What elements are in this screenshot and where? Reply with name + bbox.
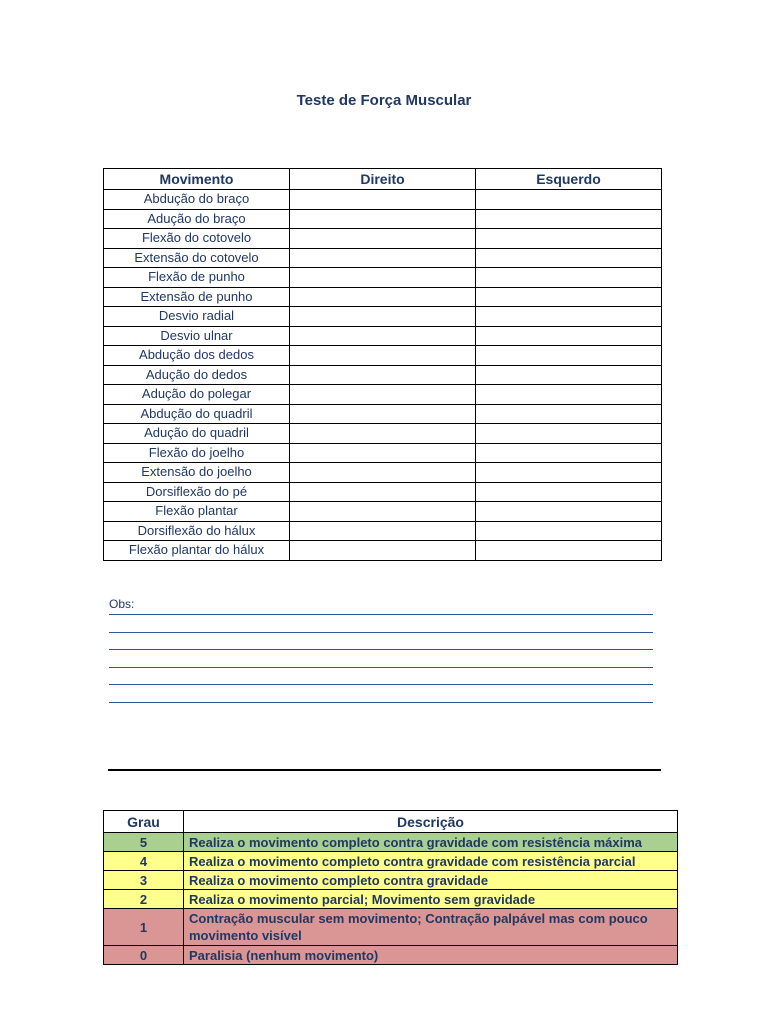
obs-line[interactable] bbox=[109, 684, 653, 685]
movement-name: Abdução do braço bbox=[104, 190, 290, 210]
left-value-cell[interactable] bbox=[476, 482, 662, 502]
section-divider bbox=[108, 769, 661, 771]
movement-name: Adução do quadril bbox=[104, 424, 290, 444]
movement-name: Flexão de punho bbox=[104, 268, 290, 288]
obs-line[interactable] bbox=[109, 614, 653, 615]
right-value-cell[interactable] bbox=[290, 463, 476, 483]
table-row bbox=[104, 541, 662, 561]
table-row bbox=[104, 502, 662, 522]
movement-name: Desvio radial bbox=[104, 307, 290, 327]
right-value-cell[interactable] bbox=[290, 209, 476, 229]
grade-row bbox=[104, 909, 678, 946]
right-value-cell[interactable] bbox=[290, 541, 476, 561]
movement-name: Extensão do cotovelo bbox=[104, 248, 290, 268]
right-value-cell[interactable] bbox=[290, 229, 476, 249]
left-value-cell[interactable] bbox=[476, 365, 662, 385]
movement-name: Dorsiflexão do pé bbox=[104, 482, 290, 502]
grade-row bbox=[104, 946, 678, 965]
obs-label: Obs: bbox=[109, 597, 135, 611]
left-value-cell[interactable] bbox=[476, 521, 662, 541]
right-value-cell[interactable] bbox=[290, 190, 476, 210]
left-value-cell[interactable] bbox=[476, 404, 662, 424]
grade-description: Realiza o movimento completo contra gravidade bbox=[184, 871, 678, 890]
header-direito: Direito bbox=[290, 169, 476, 190]
left-value-cell[interactable] bbox=[476, 443, 662, 463]
grade-row bbox=[104, 852, 678, 871]
left-value-cell[interactable] bbox=[476, 190, 662, 210]
grade-value: 2 bbox=[104, 890, 184, 909]
obs-line[interactable] bbox=[109, 702, 653, 703]
left-value-cell[interactable] bbox=[476, 541, 662, 561]
grade-value: 5 bbox=[104, 833, 184, 852]
right-value-cell[interactable] bbox=[290, 268, 476, 288]
right-value-cell[interactable] bbox=[290, 346, 476, 366]
table-row bbox=[104, 482, 662, 502]
movement-name: Abdução dos dedos bbox=[104, 346, 290, 366]
table-row bbox=[104, 326, 662, 346]
header-grau: Grau bbox=[104, 811, 184, 833]
left-value-cell[interactable] bbox=[476, 502, 662, 522]
left-value-cell[interactable] bbox=[476, 346, 662, 366]
left-value-cell[interactable] bbox=[476, 248, 662, 268]
table-row bbox=[104, 287, 662, 307]
table-row bbox=[104, 365, 662, 385]
grade-description: Contração muscular sem movimento; Contração palpável mas com pouco movimento visível bbox=[184, 909, 678, 946]
header-movimento: Movimento bbox=[104, 169, 290, 190]
movement-name: Flexão do cotovelo bbox=[104, 229, 290, 249]
table-row bbox=[104, 463, 662, 483]
left-value-cell[interactable] bbox=[476, 307, 662, 327]
movement-name: Flexão plantar do hálux bbox=[104, 541, 290, 561]
table-row bbox=[104, 521, 662, 541]
table-row bbox=[104, 229, 662, 249]
left-value-cell[interactable] bbox=[476, 209, 662, 229]
left-value-cell[interactable] bbox=[476, 229, 662, 249]
movement-name: Flexão plantar bbox=[104, 502, 290, 522]
right-value-cell[interactable] bbox=[290, 521, 476, 541]
page-title: Teste de Força Muscular bbox=[296, 92, 472, 109]
table-row bbox=[104, 385, 662, 405]
table-row bbox=[104, 404, 662, 424]
grades-header-row bbox=[104, 811, 678, 833]
movements-table bbox=[103, 168, 662, 561]
right-value-cell[interactable] bbox=[290, 248, 476, 268]
table-row bbox=[104, 268, 662, 288]
right-value-cell[interactable] bbox=[290, 482, 476, 502]
table-row bbox=[104, 424, 662, 444]
right-value-cell[interactable] bbox=[290, 502, 476, 522]
table-row bbox=[104, 307, 662, 327]
header-esquerdo: Esquerdo bbox=[476, 169, 662, 190]
obs-line[interactable] bbox=[109, 667, 653, 668]
left-value-cell[interactable] bbox=[476, 287, 662, 307]
grade-description: Paralisia (nenhum movimento) bbox=[184, 946, 678, 965]
obs-line[interactable] bbox=[109, 649, 653, 650]
grade-row bbox=[104, 890, 678, 909]
movement-name: Adução do braço bbox=[104, 209, 290, 229]
left-value-cell[interactable] bbox=[476, 463, 662, 483]
grade-description: Realiza o movimento parcial; Movimento sem gravidade bbox=[184, 890, 678, 909]
left-value-cell[interactable] bbox=[476, 268, 662, 288]
movement-name: Adução do polegar bbox=[104, 385, 290, 405]
grade-value: 0 bbox=[104, 946, 184, 965]
right-value-cell[interactable] bbox=[290, 443, 476, 463]
movement-name: Abdução do quadril bbox=[104, 404, 290, 424]
grade-description: Realiza o movimento completo contra gravidade com resistência parcial bbox=[184, 852, 678, 871]
right-value-cell[interactable] bbox=[290, 326, 476, 346]
grade-description: Realiza o movimento completo contra gravidade com resistência máxima bbox=[184, 833, 678, 852]
grade-value: 4 bbox=[104, 852, 184, 871]
grade-value: 1 bbox=[104, 909, 184, 946]
right-value-cell[interactable] bbox=[290, 365, 476, 385]
left-value-cell[interactable] bbox=[476, 385, 662, 405]
right-value-cell[interactable] bbox=[290, 385, 476, 405]
obs-line[interactable] bbox=[109, 632, 653, 633]
movement-name: Flexão do joelho bbox=[104, 443, 290, 463]
movement-name: Dorsiflexão do hálux bbox=[104, 521, 290, 541]
grade-row bbox=[104, 833, 678, 852]
movement-name: Adução do dedos bbox=[104, 365, 290, 385]
table-row bbox=[104, 248, 662, 268]
movements-header-row bbox=[104, 169, 662, 190]
table-row bbox=[104, 346, 662, 366]
right-value-cell[interactable] bbox=[290, 307, 476, 327]
movement-name: Extensão do joelho bbox=[104, 463, 290, 483]
left-value-cell[interactable] bbox=[476, 424, 662, 444]
table-row bbox=[104, 443, 662, 463]
grades-table bbox=[103, 810, 678, 965]
right-value-cell[interactable] bbox=[290, 287, 476, 307]
left-value-cell[interactable] bbox=[476, 326, 662, 346]
right-value-cell[interactable] bbox=[290, 424, 476, 444]
table-row bbox=[104, 209, 662, 229]
grade-value: 3 bbox=[104, 871, 184, 890]
right-value-cell[interactable] bbox=[290, 404, 476, 424]
movement-name: Extensão de punho bbox=[104, 287, 290, 307]
table-row bbox=[104, 190, 662, 210]
movement-name: Desvio ulnar bbox=[104, 326, 290, 346]
header-descricao: Descrição bbox=[184, 811, 678, 833]
grade-row bbox=[104, 871, 678, 890]
